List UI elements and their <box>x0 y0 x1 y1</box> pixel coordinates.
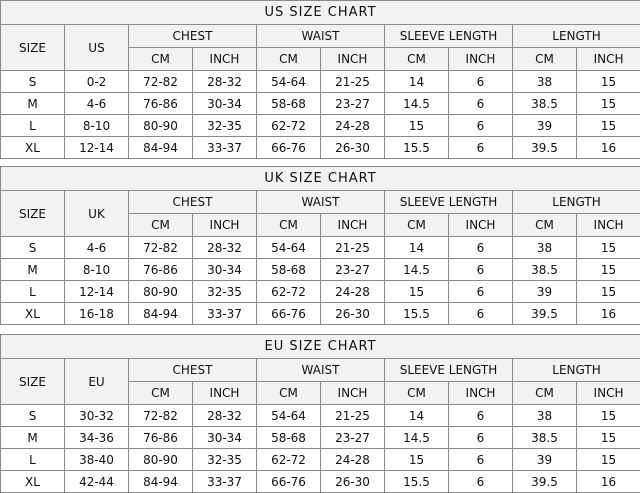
table-cell: 16 <box>577 303 640 325</box>
table-cell: XL <box>1 137 65 159</box>
sleeve-inch-header: INCH <box>449 48 513 71</box>
table-cell: 24-28 <box>321 115 385 137</box>
table-cell: 6 <box>449 115 513 137</box>
table-cell: 54-64 <box>257 237 321 259</box>
sleeve-length-header: SLEEVE LENGTH <box>385 191 513 214</box>
table-cell: 32-35 <box>193 449 257 471</box>
table-cell: 15 <box>385 281 449 303</box>
table-cell: XL <box>1 303 65 325</box>
table-cell: L <box>1 115 65 137</box>
sleeve-length-header: SLEEVE LENGTH <box>385 25 513 48</box>
table-cell: 33-37 <box>193 471 257 493</box>
table-cell: 4-6 <box>65 93 129 115</box>
size-table <box>0 166 640 325</box>
table-cell: 15.5 <box>385 303 449 325</box>
table-cell: 6 <box>449 405 513 427</box>
length-cm-header: CM <box>513 382 577 405</box>
chest-cm-header: CM <box>129 214 193 237</box>
chest-header: CHEST <box>129 359 257 382</box>
table-row <box>1 449 640 471</box>
table-cell: 14.5 <box>385 259 449 281</box>
waist-header: WAIST <box>257 191 385 214</box>
sleeve-inch-header: INCH <box>449 382 513 405</box>
table-cell: 15 <box>385 115 449 137</box>
region-header: UK <box>65 191 129 237</box>
table-cell: 14 <box>385 237 449 259</box>
waist-header: WAIST <box>257 25 385 48</box>
waist-inch-header: INCH <box>321 48 385 71</box>
table-cell: L <box>1 281 65 303</box>
table-cell: 16 <box>577 471 640 493</box>
table-cell: M <box>1 259 65 281</box>
size-header: SIZE <box>1 25 65 71</box>
size-header: SIZE <box>1 191 65 237</box>
table-cell: 66-76 <box>257 137 321 159</box>
table-cell: 12-14 <box>65 137 129 159</box>
table-cell: 33-37 <box>193 137 257 159</box>
table-row <box>1 237 640 259</box>
us-size-chart <box>0 0 640 159</box>
table-cell: 6 <box>449 303 513 325</box>
table-cell: 6 <box>449 237 513 259</box>
table-cell: 39 <box>513 449 577 471</box>
table-cell: 16-18 <box>65 303 129 325</box>
table-cell: 33-37 <box>193 303 257 325</box>
table-cell: 39.5 <box>513 303 577 325</box>
table-cell: 16 <box>577 137 640 159</box>
table-cell: 72-82 <box>129 405 193 427</box>
table-cell: 6 <box>449 137 513 159</box>
table-cell: 76-86 <box>129 259 193 281</box>
table-cell: 38 <box>513 237 577 259</box>
table-cell: 80-90 <box>129 281 193 303</box>
waist-cm-header: CM <box>257 48 321 71</box>
table-cell: L <box>1 449 65 471</box>
table-cell: 26-30 <box>321 303 385 325</box>
sleeve-cm-header: CM <box>385 48 449 71</box>
table-cell: 6 <box>449 471 513 493</box>
table-cell: 24-28 <box>321 449 385 471</box>
table-cell: 4-6 <box>65 237 129 259</box>
table-row <box>1 427 640 449</box>
size-table <box>0 334 640 493</box>
table-cell: 15 <box>577 71 640 93</box>
table-cell: S <box>1 237 65 259</box>
chart-title: UK SIZE CHART <box>1 167 640 191</box>
table-cell: 15 <box>577 449 640 471</box>
table-cell: 58-68 <box>257 259 321 281</box>
table-cell: 21-25 <box>321 71 385 93</box>
chest-inch-header: INCH <box>193 382 257 405</box>
waist-inch-header: INCH <box>321 382 385 405</box>
table-row <box>1 471 640 493</box>
table-cell: 23-27 <box>321 93 385 115</box>
sleeve-inch-header: INCH <box>449 214 513 237</box>
table-cell: 30-34 <box>193 427 257 449</box>
table-cell: 0-2 <box>65 71 129 93</box>
length-inch-header: INCH <box>577 214 640 237</box>
table-cell: S <box>1 71 65 93</box>
table-cell: 84-94 <box>129 303 193 325</box>
table-row <box>1 93 640 115</box>
table-cell: 15.5 <box>385 471 449 493</box>
table-cell: 15 <box>577 405 640 427</box>
table-cell: 23-27 <box>321 427 385 449</box>
region-header: US <box>65 25 129 71</box>
table-cell: 42-44 <box>65 471 129 493</box>
table-cell: 32-35 <box>193 115 257 137</box>
size-table <box>0 0 640 159</box>
table-cell: 6 <box>449 71 513 93</box>
table-cell: 58-68 <box>257 427 321 449</box>
table-cell: 76-86 <box>129 427 193 449</box>
chest-cm-header: CM <box>129 382 193 405</box>
table-cell: 21-25 <box>321 237 385 259</box>
table-cell: 15 <box>577 259 640 281</box>
table-cell: 24-28 <box>321 281 385 303</box>
table-cell: 76-86 <box>129 93 193 115</box>
waist-cm-header: CM <box>257 382 321 405</box>
table-cell: 30-34 <box>193 93 257 115</box>
table-cell: 14.5 <box>385 93 449 115</box>
table-cell: 15.5 <box>385 137 449 159</box>
length-inch-header: INCH <box>577 48 640 71</box>
table-cell: 38.5 <box>513 259 577 281</box>
table-cell: 15 <box>577 427 640 449</box>
table-row <box>1 115 640 137</box>
table-cell: 14.5 <box>385 427 449 449</box>
size-header: SIZE <box>1 359 65 405</box>
length-header: LENGTH <box>513 359 640 382</box>
sleeve-cm-header: CM <box>385 382 449 405</box>
table-cell: 84-94 <box>129 137 193 159</box>
table-row <box>1 281 640 303</box>
table-cell: 14 <box>385 405 449 427</box>
table-row <box>1 137 640 159</box>
chest-header: CHEST <box>129 25 257 48</box>
chest-inch-header: INCH <box>193 48 257 71</box>
table-cell: 28-32 <box>193 237 257 259</box>
table-cell: 15 <box>577 93 640 115</box>
table-cell: XL <box>1 471 65 493</box>
chart-title: US SIZE CHART <box>1 1 640 25</box>
table-cell: M <box>1 93 65 115</box>
table-cell: 66-76 <box>257 471 321 493</box>
sleeve-cm-header: CM <box>385 214 449 237</box>
table-cell: 39 <box>513 281 577 303</box>
table-row <box>1 303 640 325</box>
table-cell: 38-40 <box>65 449 129 471</box>
table-cell: 80-90 <box>129 449 193 471</box>
waist-header: WAIST <box>257 359 385 382</box>
region-header: EU <box>65 359 129 405</box>
table-cell: 32-35 <box>193 281 257 303</box>
table-cell: 12-14 <box>65 281 129 303</box>
table-cell: 6 <box>449 427 513 449</box>
table-cell: 34-36 <box>65 427 129 449</box>
table-cell: 72-82 <box>129 237 193 259</box>
table-cell: 26-30 <box>321 137 385 159</box>
table-cell: 8-10 <box>65 259 129 281</box>
table-cell: 26-30 <box>321 471 385 493</box>
chest-header: CHEST <box>129 191 257 214</box>
chest-inch-header: INCH <box>193 214 257 237</box>
table-cell: 80-90 <box>129 115 193 137</box>
table-cell: 84-94 <box>129 471 193 493</box>
length-cm-header: CM <box>513 214 577 237</box>
table-cell: S <box>1 405 65 427</box>
uk-size-chart <box>0 166 640 325</box>
table-cell: 54-64 <box>257 405 321 427</box>
table-cell: 62-72 <box>257 449 321 471</box>
table-cell: 38 <box>513 71 577 93</box>
waist-inch-header: INCH <box>321 214 385 237</box>
table-cell: 6 <box>449 259 513 281</box>
table-cell: 39.5 <box>513 471 577 493</box>
table-cell: 38.5 <box>513 427 577 449</box>
table-cell: 23-27 <box>321 259 385 281</box>
table-row <box>1 71 640 93</box>
length-cm-header: CM <box>513 48 577 71</box>
length-header: LENGTH <box>513 191 640 214</box>
table-cell: 38 <box>513 405 577 427</box>
table-cell: 62-72 <box>257 115 321 137</box>
table-cell: 30-32 <box>65 405 129 427</box>
table-cell: 8-10 <box>65 115 129 137</box>
table-cell: 15 <box>577 281 640 303</box>
table-cell: 15 <box>385 449 449 471</box>
waist-cm-header: CM <box>257 214 321 237</box>
sleeve-length-header: SLEEVE LENGTH <box>385 359 513 382</box>
table-cell: 39.5 <box>513 137 577 159</box>
table-cell: 39 <box>513 115 577 137</box>
table-cell: 15 <box>577 115 640 137</box>
table-cell: 54-64 <box>257 71 321 93</box>
table-row <box>1 405 640 427</box>
table-row <box>1 259 640 281</box>
chart-title: EU SIZE CHART <box>1 335 640 359</box>
table-cell: 62-72 <box>257 281 321 303</box>
length-inch-header: INCH <box>577 382 640 405</box>
table-cell: 28-32 <box>193 71 257 93</box>
table-cell: 38.5 <box>513 93 577 115</box>
table-cell: 6 <box>449 449 513 471</box>
table-cell: 14 <box>385 71 449 93</box>
table-cell: 58-68 <box>257 93 321 115</box>
length-header: LENGTH <box>513 25 640 48</box>
eu-size-chart <box>0 334 640 493</box>
table-cell: 66-76 <box>257 303 321 325</box>
table-cell: 30-34 <box>193 259 257 281</box>
table-cell: 21-25 <box>321 405 385 427</box>
table-cell: 6 <box>449 281 513 303</box>
table-cell: M <box>1 427 65 449</box>
chest-cm-header: CM <box>129 48 193 71</box>
table-cell: 28-32 <box>193 405 257 427</box>
table-cell: 15 <box>577 237 640 259</box>
table-cell: 72-82 <box>129 71 193 93</box>
table-cell: 6 <box>449 93 513 115</box>
